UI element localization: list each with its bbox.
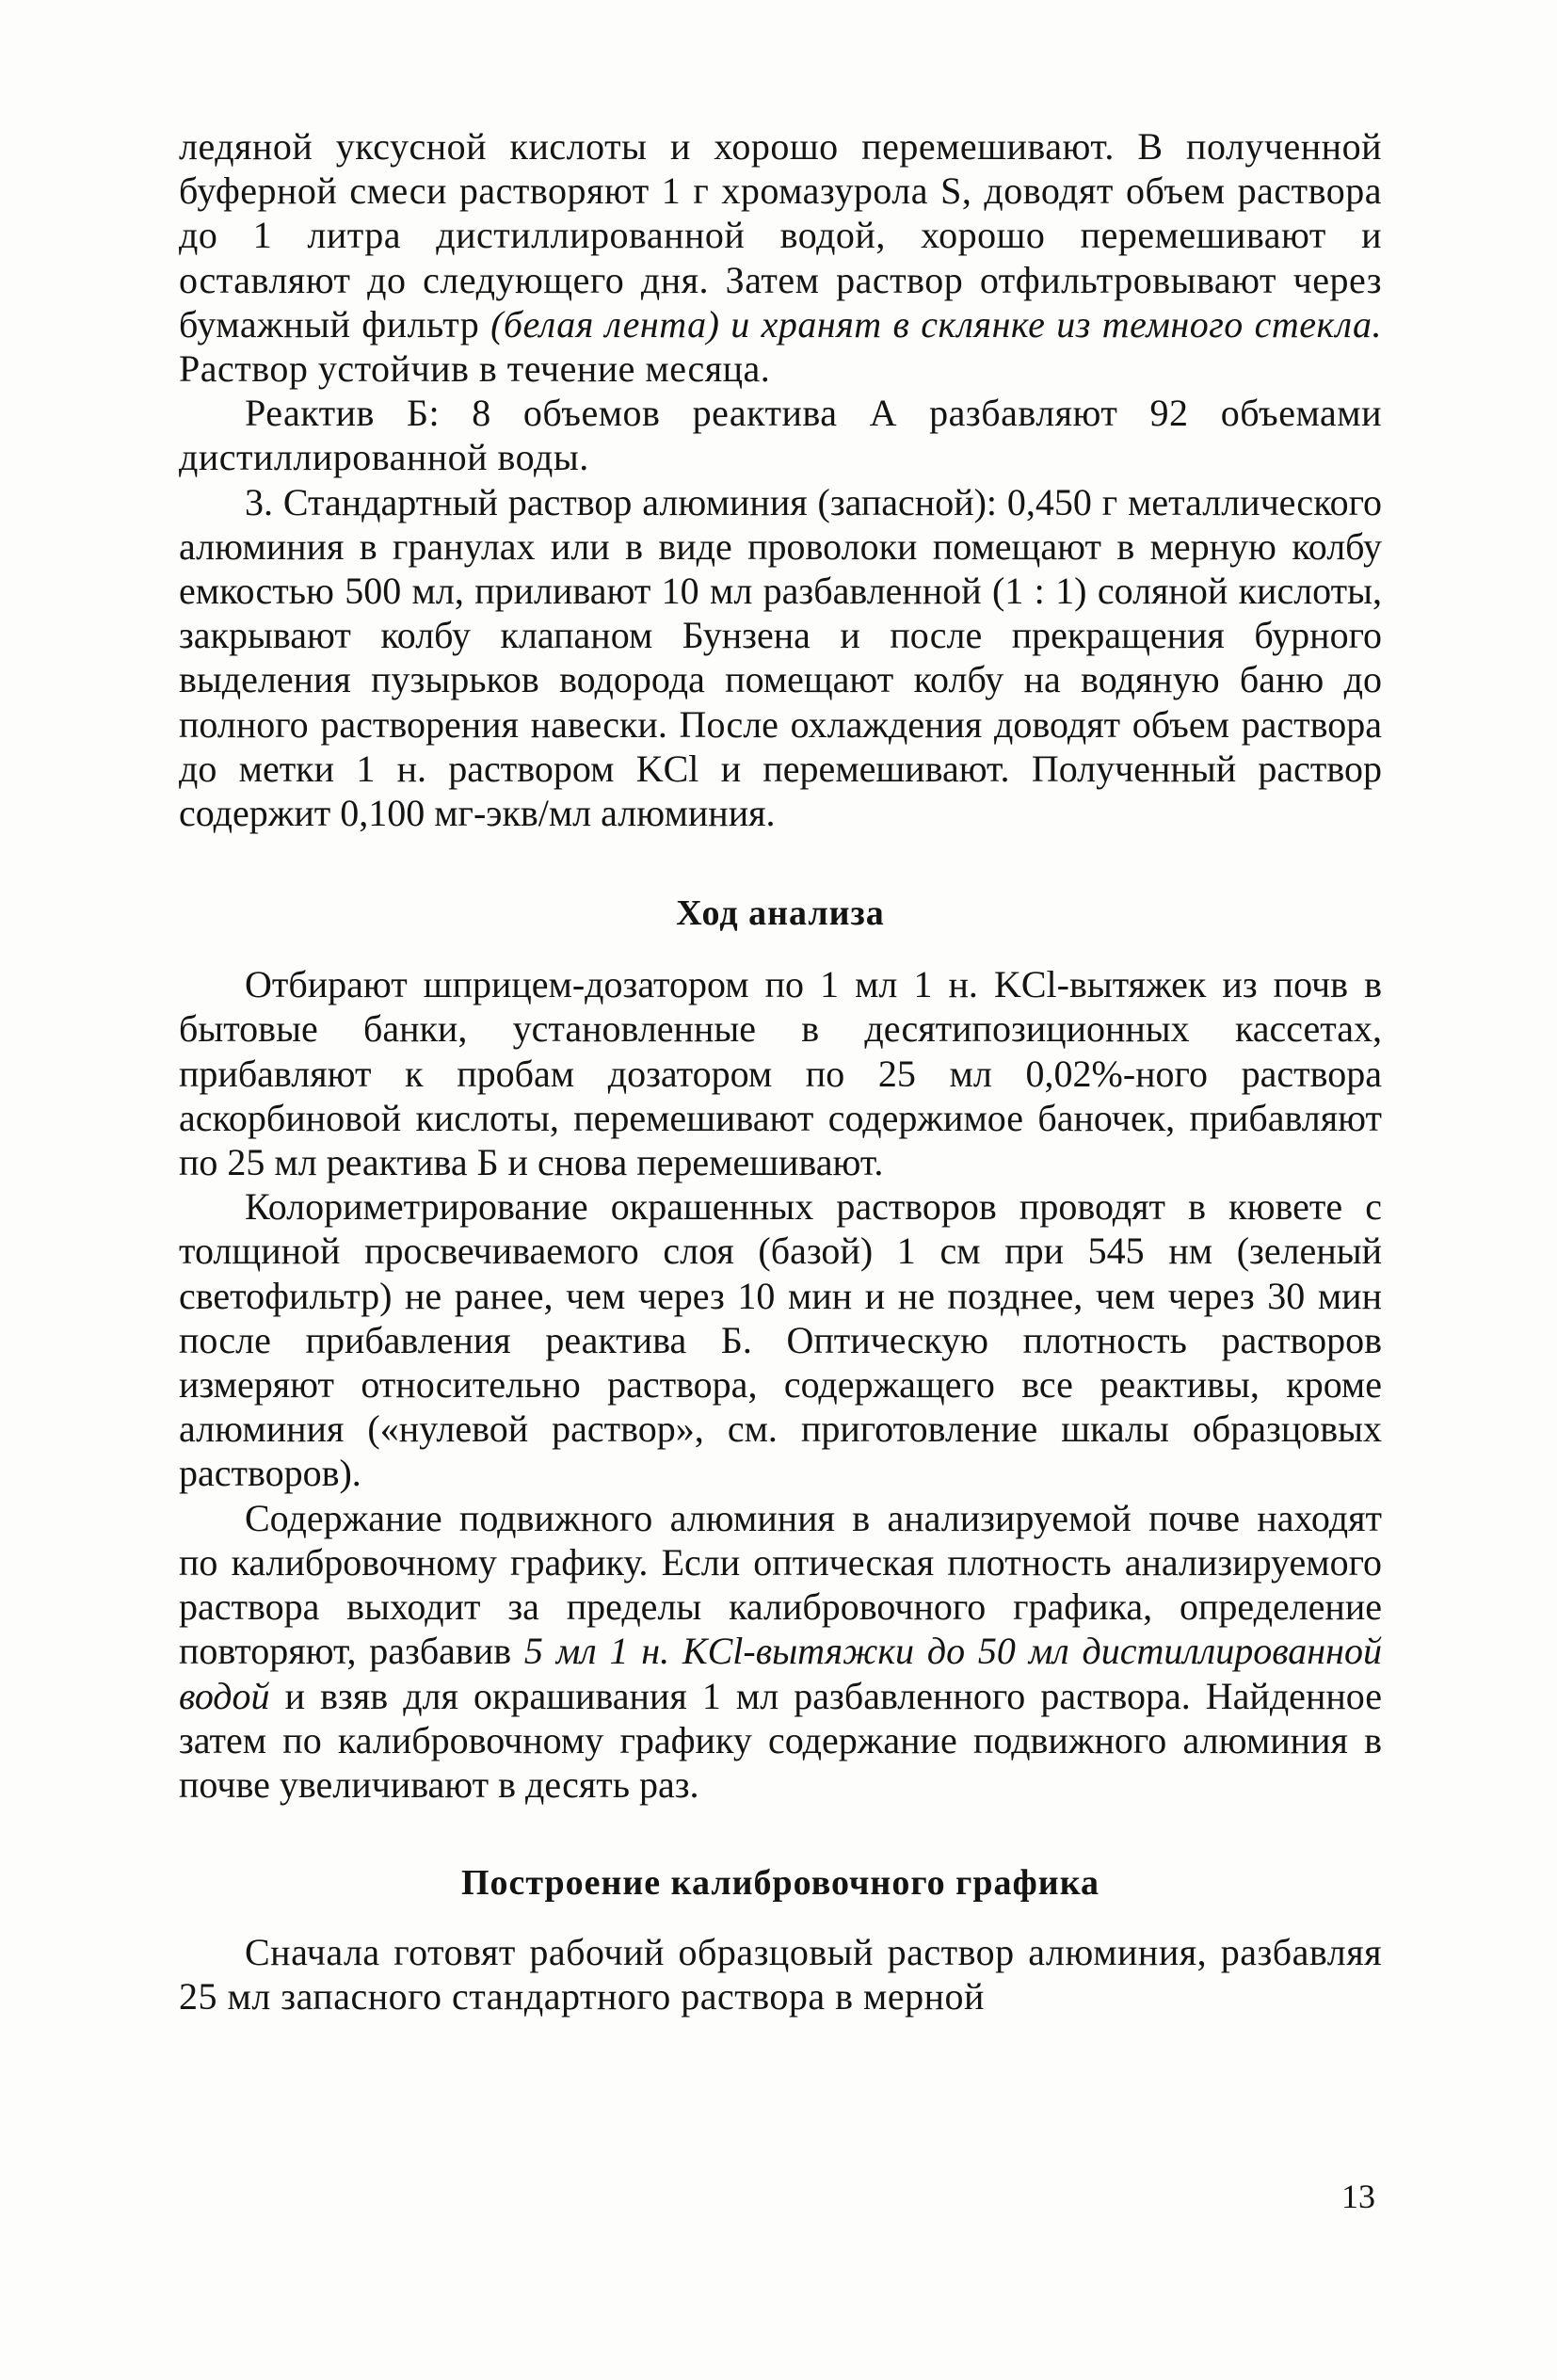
analysis-paragraph-colorimetry: Колориметрирование окрашенных растворов проводят в кювете с толщиной просвечиваемого слоя (базой) 1 см при 545 нм (зеленый светофильтр) не ранее, чем через 10 мин и не позднее, чем через 30 мин после прибавления реактива Б. Оптическую плотность растворов измеряют относительно раствора, содержащего все реактивы, кроме алюминия («нулевой раствор», см. приготовление шкалы образцовых растворов). [179,1185,1382,1495]
analysis-italic-dilution: 5 мл 1 н. KCl-вытяжки до 50 мл дистиллированной водой [179,1630,1382,1717]
section-heading-analysis: Ход анализа [676,893,885,934]
intro-paragraph-standard-solution: 3. Стандартный раствор алюминия (запасной): 0,450 г металлического алюминия в гранулах или в виде проволоки помещают в мерную колбу емкостью 500 мл, приливают 10 мл разбавленной (1 : 1) соляной кислоты, закрывают колбу клапаном Бунзена и после прекращения бурного выделения пузырьков водорода помещают колбу на водяную баню до полного растворения навески. После охлаждения доводят объем раствора до метки 1 н. раствором KCl и перемешивают. Полученный раствор содержит 0,100 мг-экв/мл алюминия. [179,480,1382,835]
analysis-text-end: и взяв для окрашивания 1 мл разбавленного раствора. Найденное затем по калибровочному графику содержание подвижного алюминия в почве увеличивают в десять раз. [179,1674,1382,1806]
page-number: 13 [1341,2178,1375,2215]
intro-text-end: Раствор устойчив в течение месяца. [179,347,771,391]
intro-paragraph-reagent-b: Реактив Б: 8 объемов реактива А разбавляют 92 объемами дистиллированной воды. [179,392,1382,479]
intro-text-start: ледяной уксусной кислоты и хорошо перемешивают. В полученной буферной смеси растворяют 1 г хромазурола S, доводят объем раствора до 1 литра дистиллированной водой, хорошо перемешивают и оставляют до следующего дня. Затем раствор отфильтровывают через бумажный фильтр [179,125,1382,346]
intro-italic-storage: (белая лента) и хранят в склянке из темного стекла. [490,302,1383,346]
page-body [179,124,1382,2019]
analysis-paragraph-calculation [179,1496,1382,1807]
analysis-paragraph-sampling: Отбирают шприцем-дозатором по 1 мл 1 н. KCl-вытяжек из почв в бытовые банки, установленные в десятипозиционных кассетах, прибавляют к пробам дозатором по 25 мл 0,02%-ного раствора аскорбиновой кислоты, перемешивают содержимое баночек, прибавляют по 25 мл реактива Б и снова перемешивают. [179,963,1382,1184]
analysis-text-start: Содержание подвижного алюминия в анализируемой почве находят по калибровочному графику. Если оптическая плотность анализируемого раствора выходит за пределы калибровочного графика, определение повторяют, разбавив [179,1496,1382,1673]
calibration-paragraph-working-solution: Сначала готовят рабочий образцовый раствор алюминия, разбавляя 25 мл запасного стандартного раствора в мерной [179,1931,1382,2018]
section-heading-calibration: Построение калибровочного графика [460,1863,1100,1904]
intro-paragraph-buffer [179,124,1382,391]
